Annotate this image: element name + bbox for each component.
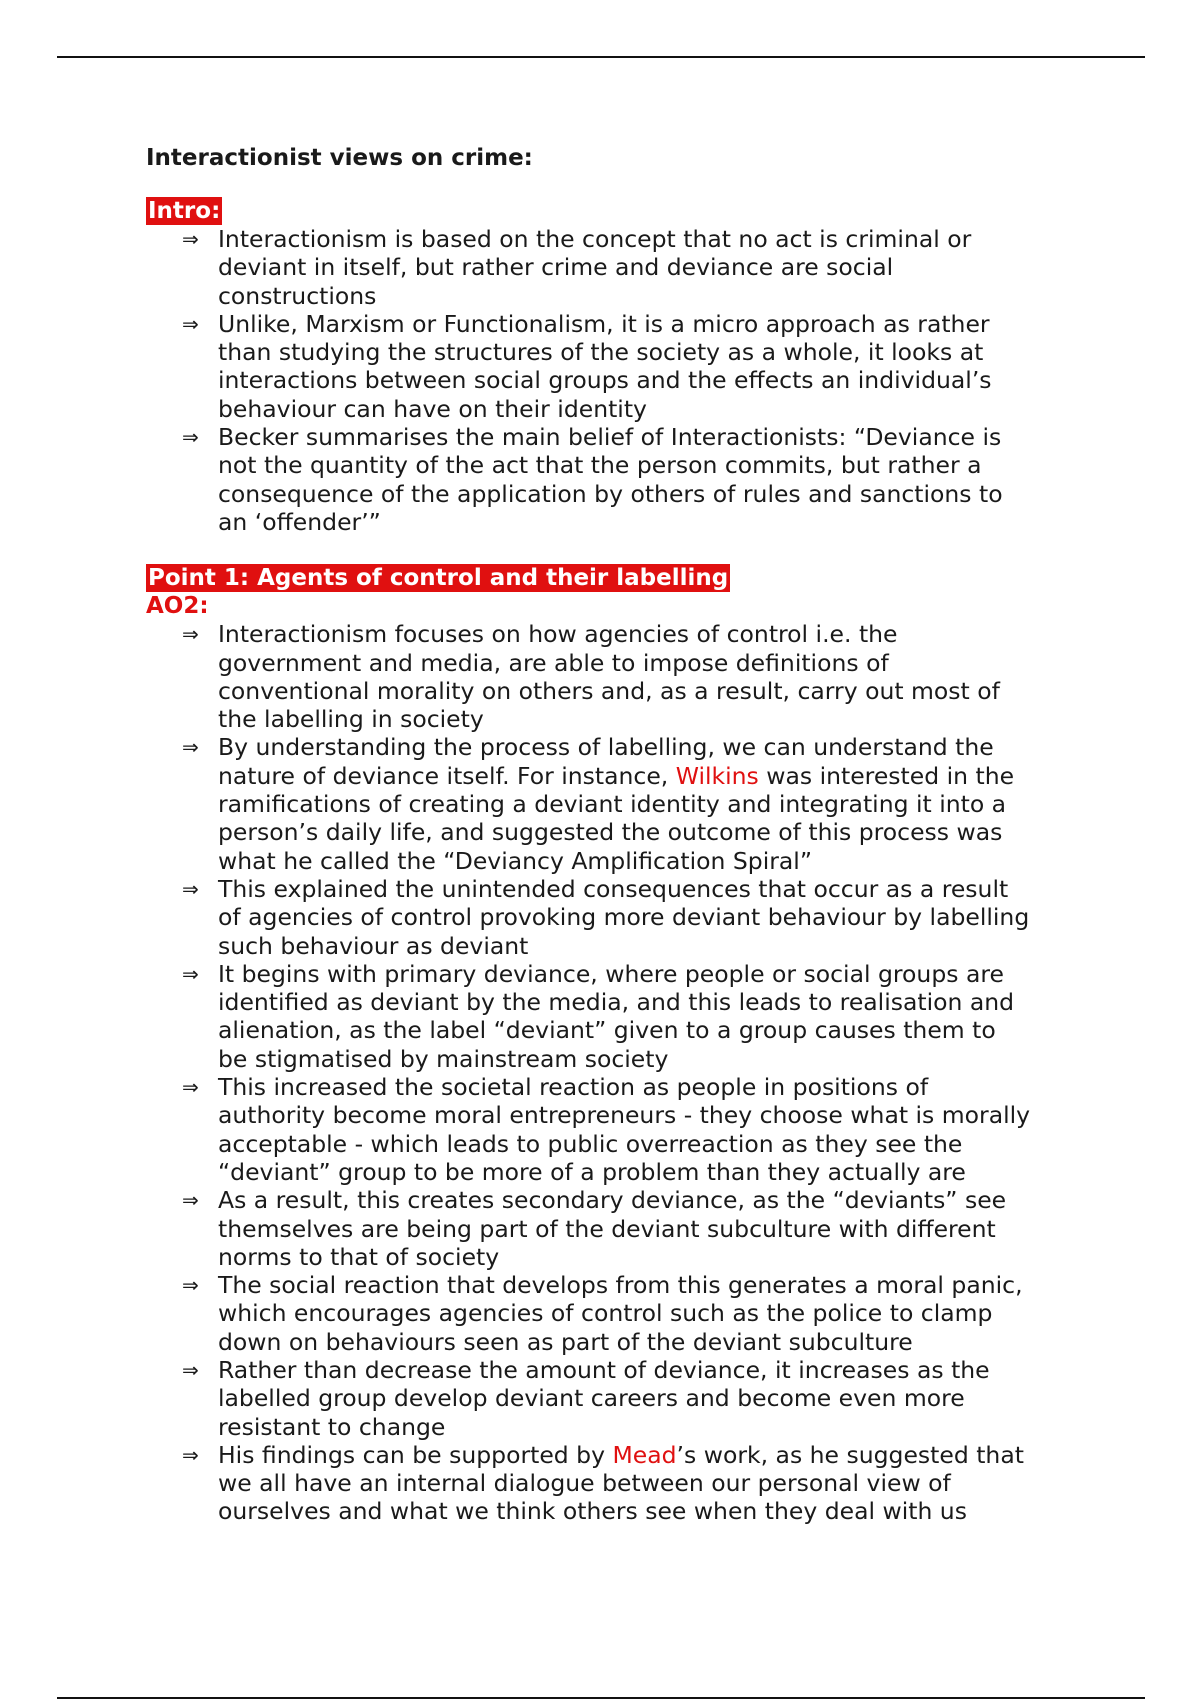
- bullet-line: an ‘offender’”: [218, 507, 381, 536]
- bullet-line: down on behaviours seen as part of the deviant subculture: [218, 1327, 913, 1356]
- point1-bullet-list: [146, 620, 1086, 1526]
- intro-bullet-1: [146, 225, 1086, 310]
- bullet-line: not the quantity of the act that the person commits, but rather a: [218, 451, 982, 480]
- point1-bullet-7: [146, 1271, 1086, 1356]
- bullet-text: nature of deviance itself. For instance,: [218, 761, 676, 790]
- bullet-text: His findings can be supported by: [218, 1440, 613, 1469]
- point1-bullet-9: [146, 1441, 1086, 1526]
- bullet-line: The social reaction that develops from this generates a moral panic,: [218, 1271, 1023, 1300]
- arrow-bullet-icon: ⇒: [182, 961, 199, 986]
- arrow-bullet-icon: ⇒: [182, 622, 199, 647]
- point1-bullet-4: [146, 960, 1086, 1073]
- header-rule: [57, 56, 1145, 58]
- bullet-line: consequence of the application by others of rules and sanctions to: [218, 479, 1003, 508]
- arrow-bullet-icon: ⇒: [182, 876, 199, 901]
- bullet-line: Unlike, Marxism or Functionalism, it is a micro approach as rather: [218, 309, 990, 338]
- arrow-bullet-icon: ⇒: [182, 1075, 199, 1100]
- arrow-bullet-icon: ⇒: [182, 1357, 199, 1382]
- point1-bullet-1: [146, 620, 1086, 733]
- bullet-line: which encourages agencies of control such as the police to clamp: [218, 1299, 993, 1328]
- bullet-line: resistant to change: [218, 1412, 446, 1441]
- bullet-line: Becker summarises the main belief of Interactionists: “Deviance is: [218, 423, 1002, 452]
- bullet-line: This increased the societal reaction as people in positions of: [218, 1073, 929, 1102]
- arrow-bullet-icon: ⇒: [182, 735, 199, 760]
- arrow-bullet-icon: ⇒: [182, 227, 199, 251]
- arrow-bullet-icon: ⇒: [182, 425, 199, 450]
- bullet-line: norms to that of society: [218, 1242, 500, 1271]
- bullet-line: deviant in itself, but rather crime and deviance are social: [218, 253, 894, 282]
- arrow-bullet-icon: ⇒: [182, 1273, 199, 1298]
- bullet-line: government and media, are able to impose definitions of: [218, 648, 889, 677]
- bullet-line: such behaviour as deviant: [218, 931, 529, 960]
- bullet-line: labelled group develop deviant careers and become even more: [218, 1384, 965, 1413]
- author-name-wilkins: Wilkins: [675, 761, 759, 790]
- bullet-line: conventional morality on others and, as a result, carry out most of: [218, 676, 1000, 705]
- bullet-text: was interested in the: [758, 761, 1015, 790]
- bullet-line: constructions: [218, 281, 377, 310]
- bullet-line: identified as deviant by the media, and this leads to realisation and: [218, 988, 1015, 1017]
- bullet-line: authority become moral entrepreneurs - they choose what is morally: [218, 1101, 1031, 1130]
- bullet-line: interactions between social groups and the effects an individual’s: [218, 366, 992, 395]
- bullet-line: alienation, as the label “deviant” given to a group causes them to: [218, 1016, 996, 1045]
- bullet-line: themselves are being part of the deviant subculture with different: [218, 1214, 996, 1243]
- bullet-line: person’s daily life, and suggested the outcome of this process was: [218, 818, 1003, 847]
- point1-bullet-5: [146, 1073, 1086, 1186]
- intro-heading: Intro:: [148, 198, 221, 224]
- bullet-line: This explained the unintended consequences that occur as a result: [218, 874, 1009, 903]
- intro-bullet-list: [146, 225, 1086, 536]
- bullet-line: the labelling in society: [218, 705, 484, 734]
- bullet-line: acceptable - which leads to public overreaction as they see the: [218, 1129, 963, 1158]
- intro-heading-row: [146, 197, 1086, 225]
- bullet-line: what he called the “Deviancy Amplification Spiral”: [218, 846, 812, 875]
- bullet-line: [218, 762, 1086, 790]
- bullet-line: we all have an internal dialogue between our personal view of: [218, 1469, 951, 1498]
- point1-bullet-8: [146, 1356, 1086, 1441]
- footer-rule: [57, 1697, 1145, 1699]
- bullet-line: than studying the structures of the society as a whole, it looks at: [218, 338, 984, 367]
- point1-bullet-2: [146, 733, 1086, 874]
- bullet-line: be stigmatised by mainstream society: [218, 1044, 669, 1073]
- bullet-line: ramifications of creating a deviant identity and integrating it into a: [218, 790, 1007, 819]
- point1-bullet-3: [146, 875, 1086, 960]
- document-title: Interactionist views on crime:: [146, 145, 533, 171]
- point1-heading: Point 1: Agents of control and their labelling: [148, 565, 729, 592]
- bullet-line: “deviant” group to be more of a problem than they actually are: [218, 1157, 966, 1186]
- bullet-text: ’s work, as he suggested that: [676, 1440, 1024, 1469]
- intro-bullet-2: [146, 310, 1086, 423]
- bullet-line: of agencies of control provoking more deviant behaviour by labelling: [218, 903, 1030, 932]
- arrow-bullet-icon: ⇒: [182, 311, 199, 336]
- arrow-bullet-icon: ⇒: [182, 1188, 199, 1213]
- arrow-bullet-icon: ⇒: [182, 1442, 199, 1467]
- ao2-subheading: AO2:: [146, 593, 209, 620]
- bullet-line: It begins with primary deviance, where people or social groups are: [218, 959, 1004, 988]
- point1-heading-row: [146, 564, 1086, 592]
- bullet-line: By understanding the process of labelling, we can understand the: [218, 733, 994, 762]
- author-name-mead: Mead: [612, 1440, 677, 1469]
- bullet-line: As a result, this creates secondary deviance, as the “deviants” see: [218, 1186, 1007, 1215]
- section-spacer: [146, 536, 1086, 564]
- bullet-line: Interactionism is based on the concept that no act is criminal or: [218, 225, 972, 253]
- intro-bullet-3: [146, 423, 1086, 536]
- bullet-line: ourselves and what we think others see when they deal with us: [218, 1497, 967, 1526]
- bullet-line: Interactionism focuses on how agencies of control i.e. the: [218, 620, 898, 649]
- point1-bullet-6: [146, 1186, 1086, 1271]
- bullet-line: [218, 1441, 1086, 1469]
- bullet-line: Rather than decrease the amount of deviance, it increases as the: [218, 1355, 990, 1384]
- bullet-line: behaviour can have on their identity: [218, 394, 647, 423]
- page-content: [146, 143, 1086, 1526]
